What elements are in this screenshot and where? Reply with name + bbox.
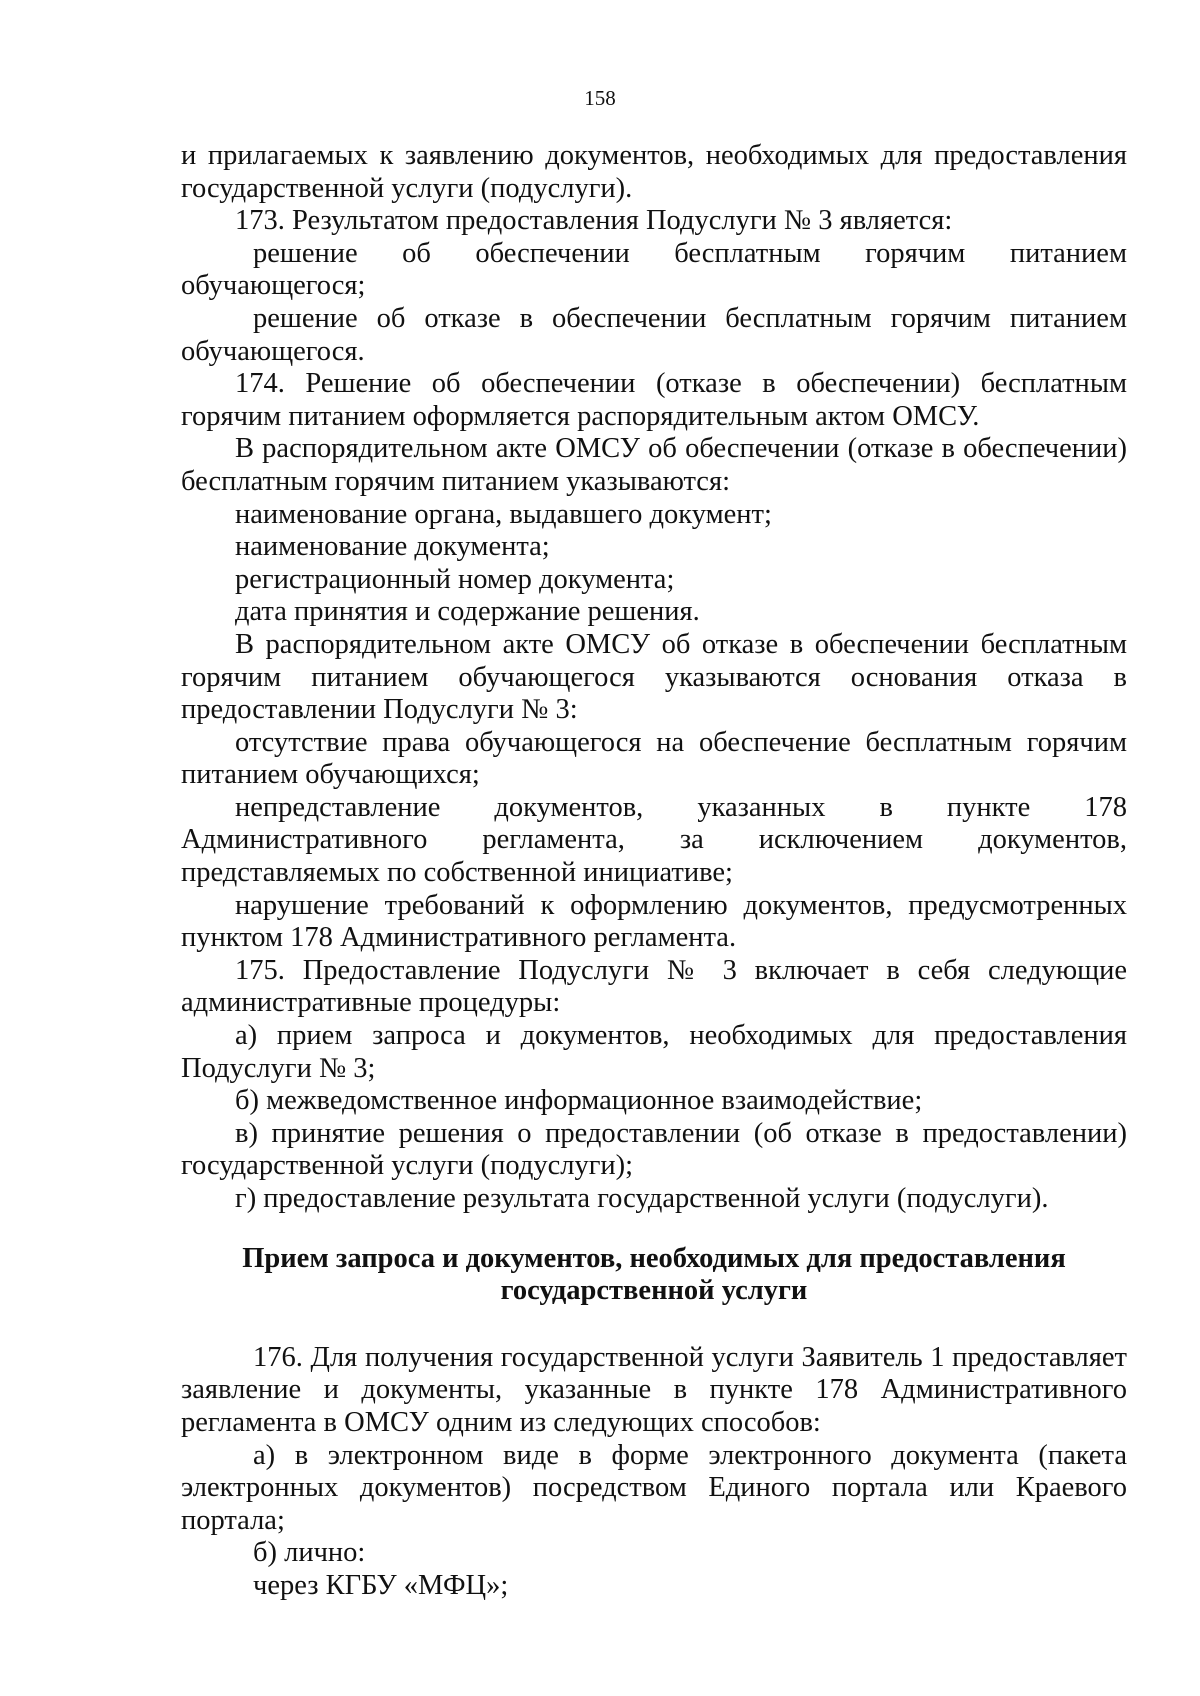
paragraph: нарушение требований к оформлению документов, предусмотренных пунктом 178 Административного регламента. [181,889,1127,954]
paragraph: решение об отказе в обеспечении бесплатным горячим питанием обучающегося. [181,302,1127,367]
paragraph: наименование органа, выдавшего документ; [235,498,772,530]
paragraph: регистрационный номер документа; [235,563,675,595]
paragraph: и прилагаемых к заявлению документов, необходимых для предоставления государственной услуги (подуслуги). [181,140,1127,204]
page-number: 158 [584,86,616,110]
paragraph: в) принятие решения о предоставлении (об отказе в предоставлении) государственной услуги (подуслуги); [181,1117,1127,1182]
paragraph: В распорядительном акте ОМСУ об отказе в обеспечении бесплатным горячим питанием обучающегося указываются основания отказа в предоставлении Подуслуги № 3: [181,628,1127,726]
paragraph: б) межведомственное информационное взаимодействие; [235,1085,923,1117]
paragraph: дата принятия и содержание решения. [235,596,700,628]
paragraph: 175. Предоставление Подуслуги № 3 включает в себя следующие административные процедуры: [181,954,1127,1019]
paragraph: а) прием запроса и документов, необходимых для предоставления Подуслуги № 3; [181,1020,1127,1084]
paragraph: 174. Решение об обеспечении (отказе в обеспечении) бесплатным горячим питанием оформляется распорядительным актом ОМСУ. [181,368,1127,432]
paragraph: через КГБУ «МФЦ»; [253,1569,509,1601]
paragraph: г) предоставление результата государственной услуги (подуслуги). [235,1183,1049,1214]
paragraph: б) лично: [253,1537,366,1569]
section-heading-line: государственной услуги [500,1275,808,1307]
paragraph: 176. Для получения государственной услуги Заявитель 1 предоставляет заявление и документы, указанные в пункте 178 Административного регламента в ОМСУ одним из следующих способов: [181,1341,1127,1438]
paragraph: решение об обеспечении бесплатным горячим питанием обучающегося; [181,237,1127,302]
paragraph: непредставление документов, указанных в пункте 178 Административного регламента, за исключением документов, представляемых по собственной инициативе; [181,791,1127,889]
section-heading [181,1243,1127,1308]
paragraph: а) в электронном виде в форме электронного документа (пакета электронных документов) посредством Единого портала или Краевого портала; [181,1439,1127,1536]
section-heading-line: Прием запроса и документов, необходимых для предоставления [242,1242,1066,1274]
document-body [181,140,1127,1603]
paragraph: 173. Результатом предоставления Подуслуги № 3 является: [235,205,953,237]
paragraph: отсутствие права обучающегося на обеспечение бесплатным горячим питанием обучающихся; [181,726,1127,791]
paragraph: наименование документа; [235,531,550,563]
paragraph: В распорядительном акте ОМСУ об обеспечении (отказе в обеспечении) бесплатным горячим питанием указываются: [181,433,1127,497]
